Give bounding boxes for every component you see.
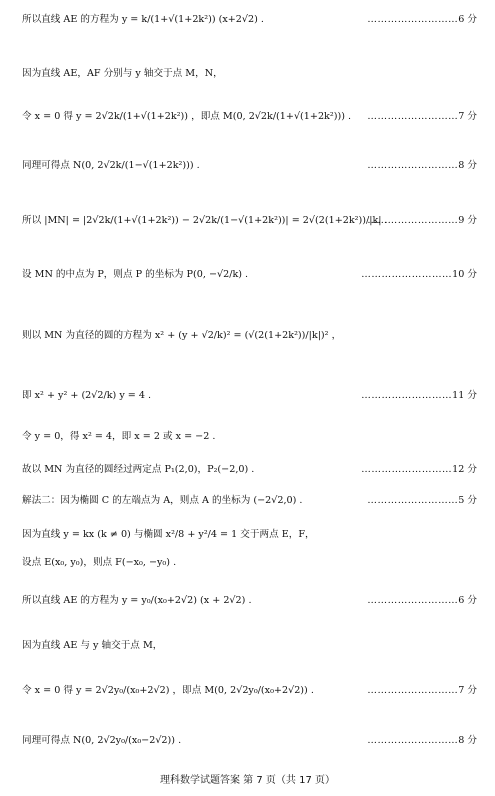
line-3: 令 x = 0 得 y = 2√2k/(1+√(1+2k²)) ，即点 M(0, 2√2k/(1+√(1+2k²))) . ………………………7 分: [22, 111, 477, 122]
line-11: 解法二：因为椭圆 C 的左端点为 A，则点 A 的坐标为 (−2√2,0) . ………………………5 分: [22, 495, 477, 506]
leader-dots: ………………………: [361, 390, 453, 401]
score: 6 分: [458, 14, 477, 25]
line-9: 令 y = 0，得 x² = 4，即 x = 2 或 x = −2 .: [22, 431, 216, 442]
score: 8 分: [458, 160, 477, 171]
score: 5 分: [458, 495, 477, 506]
leader-dots: ………………………: [361, 269, 453, 280]
leader-dots: ………………………: [367, 215, 459, 226]
page-footer: 理科数学试题答案 第 7 页（共 17 页）: [160, 775, 335, 786]
leader-dots: ………………………: [367, 595, 459, 606]
line-15: 因为直线 AE 与 y 轴交于点 M，: [22, 640, 163, 651]
line-2: 因为直线 AE，AF 分别与 y 轴交于点 M，N，: [22, 68, 223, 79]
score: 8 分: [458, 735, 477, 746]
line-8: 即 x² + y² + (2√2/k) y = 4 . ………………………11 分: [22, 390, 477, 401]
score: 7 分: [458, 685, 477, 696]
leader-dots: ………………………: [367, 495, 459, 506]
line-14: 所以直线 AE 的方程为 y = y₀/(x₀+2√2) (x + 2√2) . ………………………6 分: [22, 595, 477, 606]
leader-dots: ………………………: [367, 111, 459, 122]
score: 12 分: [452, 464, 477, 475]
score: 11 分: [452, 390, 477, 401]
line-17: 同理可得点 N(0, 2√2y₀/(x₀−2√2)) . ………………………8 分: [22, 735, 477, 746]
line-5: 所以 |MN| = |2√2k/(1+√(1+2k²)) − 2√2k/(1−√(1+2k²))| = 2√(2(1+2k²))/|k| . ………………………9 分: [22, 215, 477, 226]
line-13: 设点 E(x₀, y₀)，则点 F(−x₀, −y₀) .: [22, 557, 177, 568]
leader-dots: ………………………: [367, 685, 459, 696]
line-12: 因为直线 y = kx (k ≠ 0) 与椭圆 x²/8 + y²/4 = 1 交于两点 E，F，: [22, 529, 315, 540]
line-1: 所以直线 AE 的方程为 y = k/(1+√(1+2k²)) (x+2√2) . ………………………6 分: [22, 14, 477, 25]
line-16: 令 x = 0 得 y = 2√2y₀/(x₀+2√2) ，即点 M(0, 2√2y₀/(x₀+2√2)) . ………………………7 分: [22, 685, 477, 696]
leader-dots: ………………………: [367, 14, 459, 25]
leader-dots: ………………………: [367, 160, 459, 171]
score: 9 分: [458, 215, 477, 226]
leader-dots: ………………………: [361, 464, 453, 475]
score: 7 分: [458, 111, 477, 122]
line-4: 同理可得点 N(0, 2√2k/(1−√(1+2k²))) . ………………………8 分: [22, 160, 477, 171]
score: 6 分: [458, 595, 477, 606]
line-6: 设 MN 的中点为 P，则点 P 的坐标为 P(0, −√2/k) . ………………………10 分: [22, 269, 477, 280]
leader-dots: ………………………: [367, 735, 459, 746]
line-10: 故以 MN 为直径的圆经过两定点 P₁(2,0)，P₂(−2,0) . ………………………12 分: [22, 464, 477, 475]
score: 10 分: [452, 269, 477, 280]
line-7: 则以 MN 为直径的圆的方程为 x² + (y + √2/k)² = (√(2(1+2k²))/|k|)² ，: [22, 330, 342, 341]
